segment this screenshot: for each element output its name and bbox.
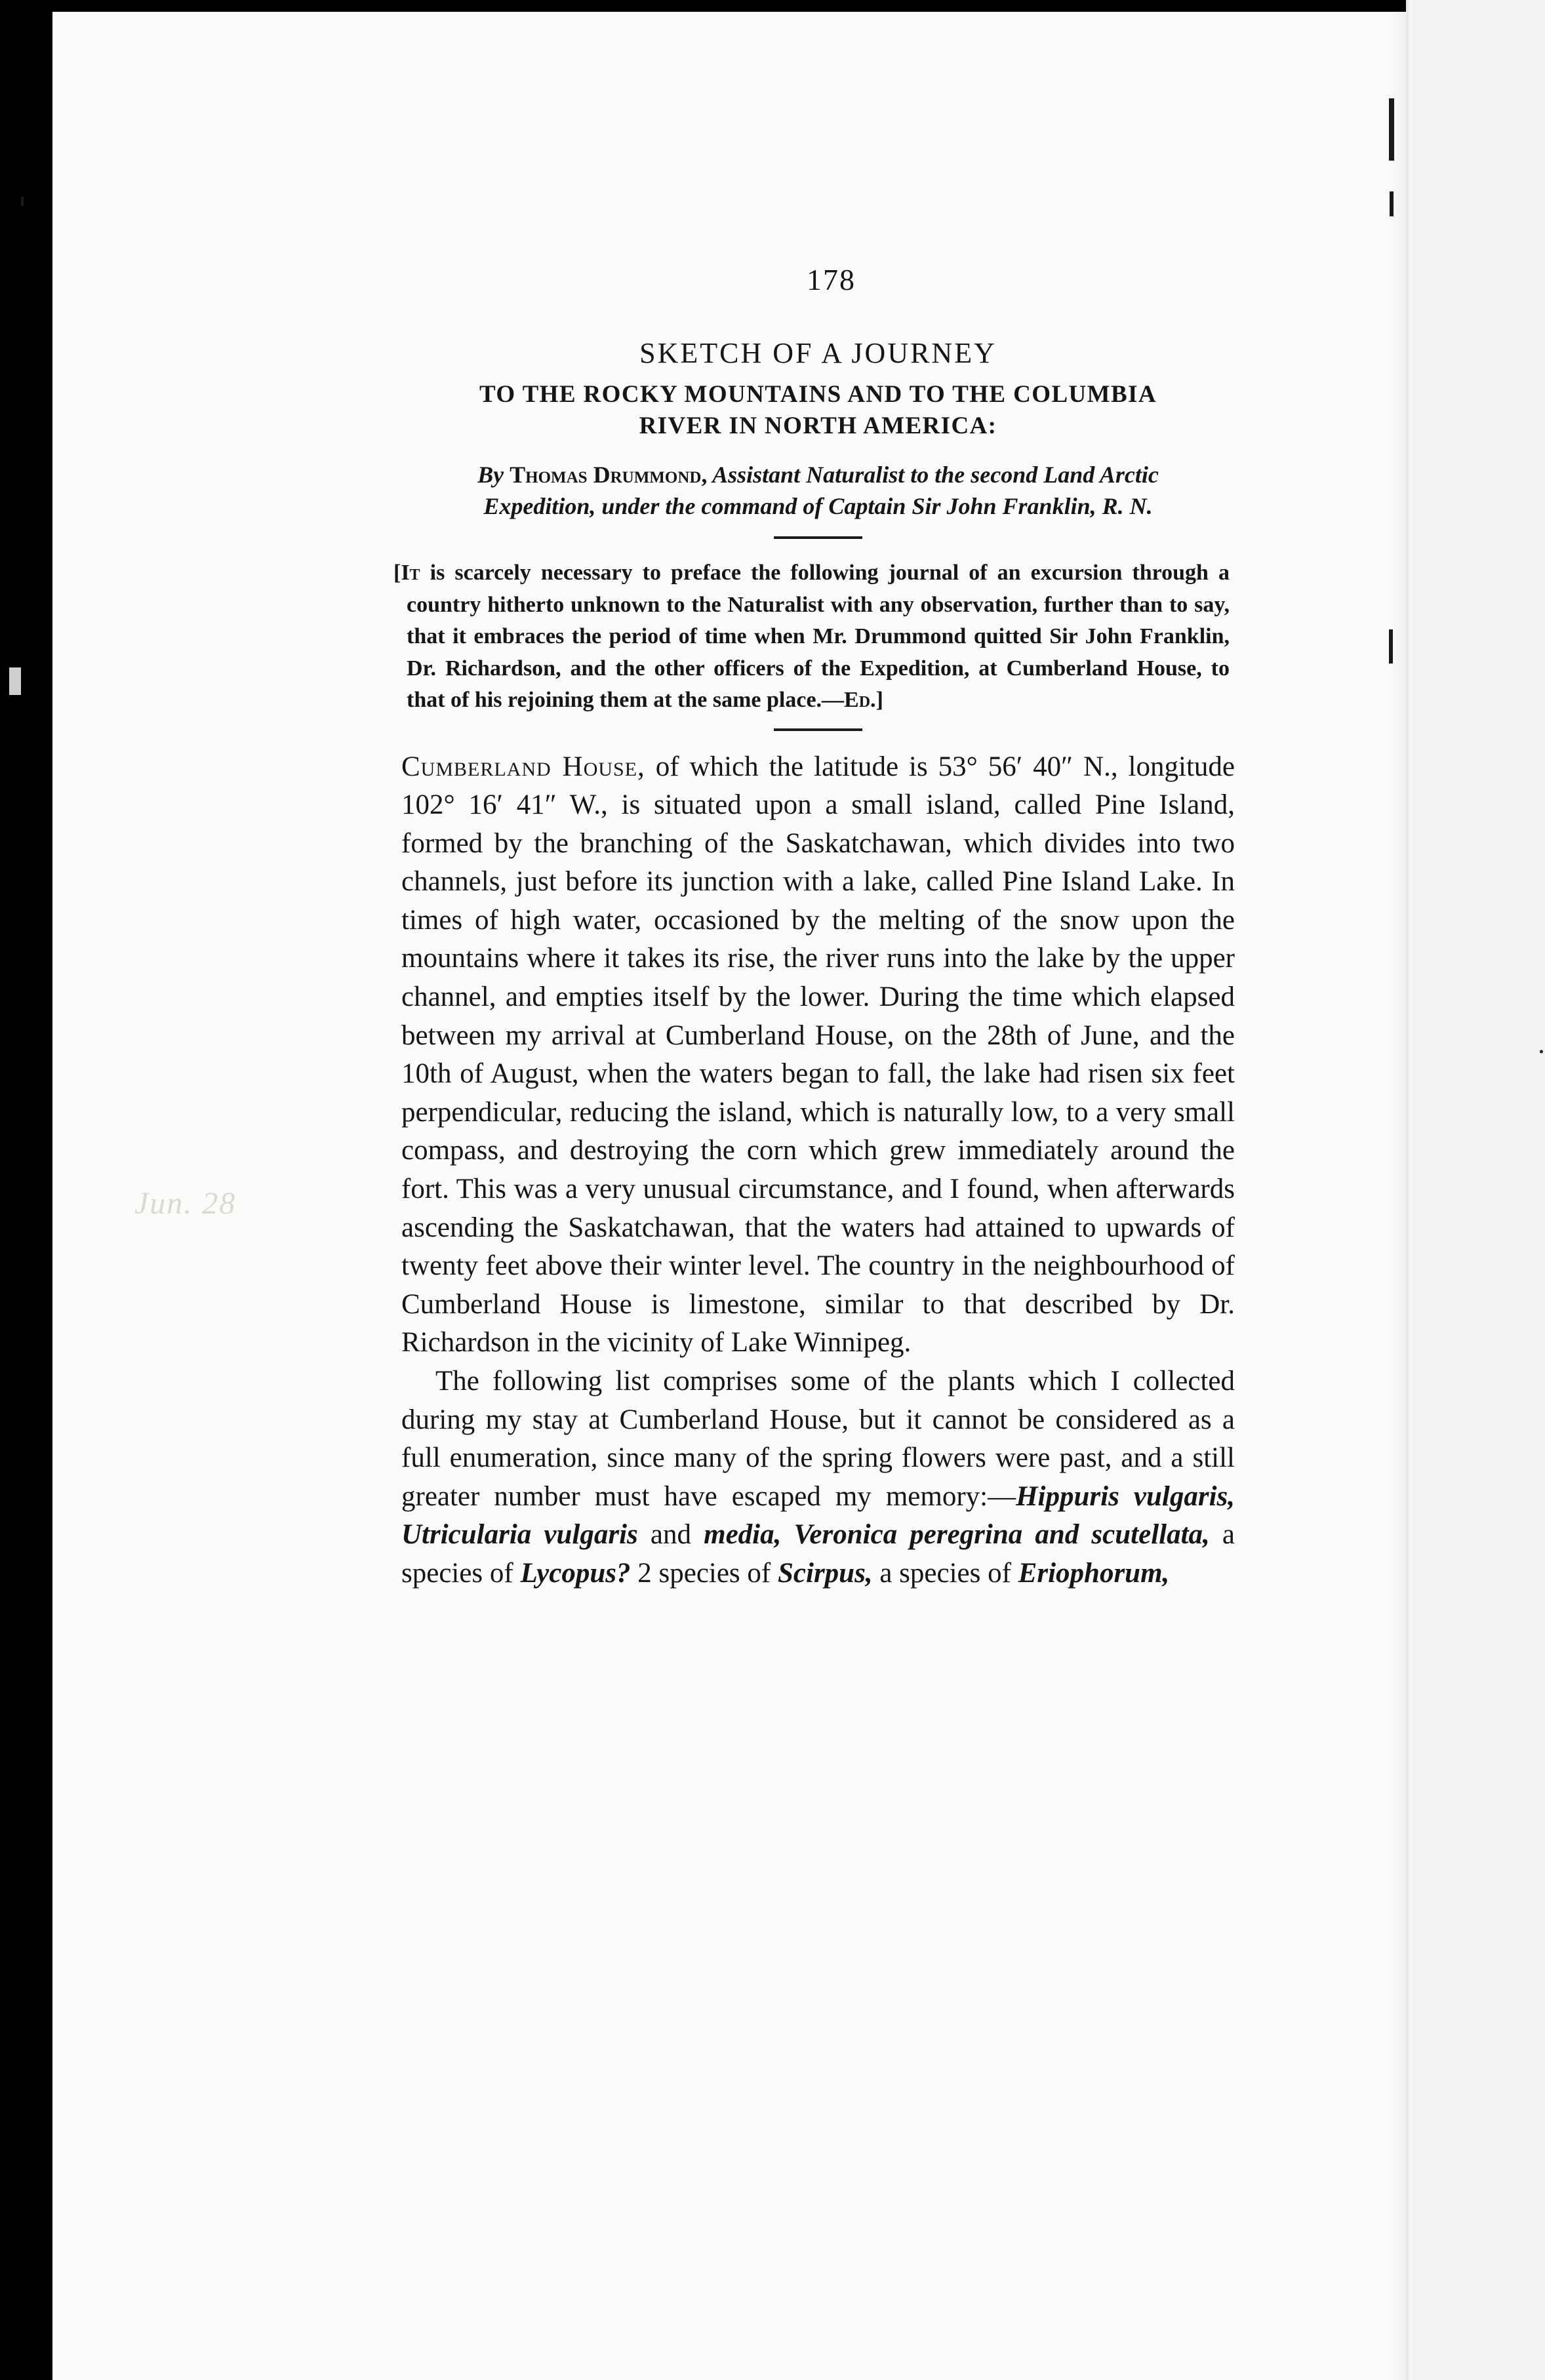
byline-by: By xyxy=(477,462,504,488)
edge-mark xyxy=(1390,191,1394,216)
bracket-open: [ xyxy=(393,561,401,585)
next-page-fragment: . xyxy=(1538,1027,1545,1060)
author-byline xyxy=(426,459,1210,522)
species-name: Hippuris vulgaris, Utricularia vulgaris xyxy=(401,1480,1235,1551)
edge-mark xyxy=(9,667,21,695)
author-name: Thomas Drummond, xyxy=(510,462,708,488)
page-number: 178 xyxy=(807,263,856,296)
note-first-word: It xyxy=(401,561,420,585)
paragraph xyxy=(401,1362,1235,1593)
margin-pencil-note: Jun. 28 xyxy=(134,1186,237,1221)
paragraph-text: The following list comprises some of the plants which I collected during my stay at Cumberland House, but it cannot be considered as a full enumeration, since many of the spring flowers were past, and a still greater number must have escaped my memory:— xyxy=(401,1366,1235,1512)
edge-mark xyxy=(1389,629,1393,664)
bracket-close: ] xyxy=(875,688,883,712)
paragraph-text: a species of xyxy=(401,1519,1235,1589)
byline-role: Assistant Naturalist to the second Land Arctic xyxy=(712,462,1159,488)
paragraph-text: and xyxy=(637,1519,704,1551)
section-rule xyxy=(774,728,862,731)
subtitle-line: TO THE ROCKY MOUNTAINS AND TO THE COLUMBIA xyxy=(479,381,1157,408)
species-name: Scirpus, xyxy=(778,1557,873,1589)
edge-mark xyxy=(1389,98,1394,161)
gutter-shadow xyxy=(1389,0,1409,2380)
paragraph xyxy=(401,748,1235,1363)
paragraph-text: a species of xyxy=(872,1557,1018,1589)
species-name: media, Veronica peregrina and scutellata, xyxy=(704,1519,1210,1551)
section-rule xyxy=(774,536,862,539)
article-subtitle xyxy=(407,379,1230,442)
paragraph-lead: Cumberland House, xyxy=(401,751,645,782)
subtitle-line: RIVER IN NORTH AMERICA: xyxy=(639,412,997,439)
editor-note xyxy=(393,557,1230,717)
article-title: SKETCH OF A JOURNEY xyxy=(639,337,997,369)
document-content xyxy=(393,262,1235,1593)
byline-expedition: Expedition, under the command of Captain Sir John Franklin, R. N. xyxy=(483,493,1153,519)
editor-signature: Ed. xyxy=(844,688,876,712)
adjacent-page-strip xyxy=(1413,0,1545,2380)
note-text: is scarcely necessary to preface the following journal of an excursion through a country hitherto unknown to the Naturalist with any observation, further than to say, that it embraces the period of time when Mr. Drummond quitted Sir John Franklin, Dr. Richardson, and the other officers of the Expedition, at Cumberland House, to that of his rejoining them at the same place.— xyxy=(407,561,1230,712)
paragraph-text: 2 species of xyxy=(630,1557,778,1589)
body-text xyxy=(401,748,1235,1593)
species-name: Lycopus? xyxy=(520,1557,631,1589)
paragraph-text: of which the latitude is 53° 56′ 40″ N., longitude 102° 16′ 41″ W., is situated upon a small island, called Pine Island, formed by the branching of the Saskatchawan, which divides into two channels, just before its junction with a lake, called Pine Island Lake. In times of high water, occasioned by the melting of the snow upon the mountains where it takes its rise, the river runs into the lake by the upper channel, and empties itself by the lower. During the time which elapsed between my arrival at Cumberland House, on the 28th of June, and the 10th of August, when the waters began to fall, the lake had risen six feet perpendicular, reducing the island, which is naturally low, to a very small compass, and destroying the corn which grew immediately around the fort. This was a very unusual circumstance, and I found, when afterwards ascending the Saskatchawan, that the waters had attained to upwards of twenty feet above their winter level. The country in the neighbourhood of Cumberland House is limestone, similar to that described by Dr. Richardson in the vicinity of Lake Winnipeg. xyxy=(401,751,1235,1359)
species-name: Eriophorum, xyxy=(1018,1557,1170,1589)
edge-mark xyxy=(21,197,24,206)
